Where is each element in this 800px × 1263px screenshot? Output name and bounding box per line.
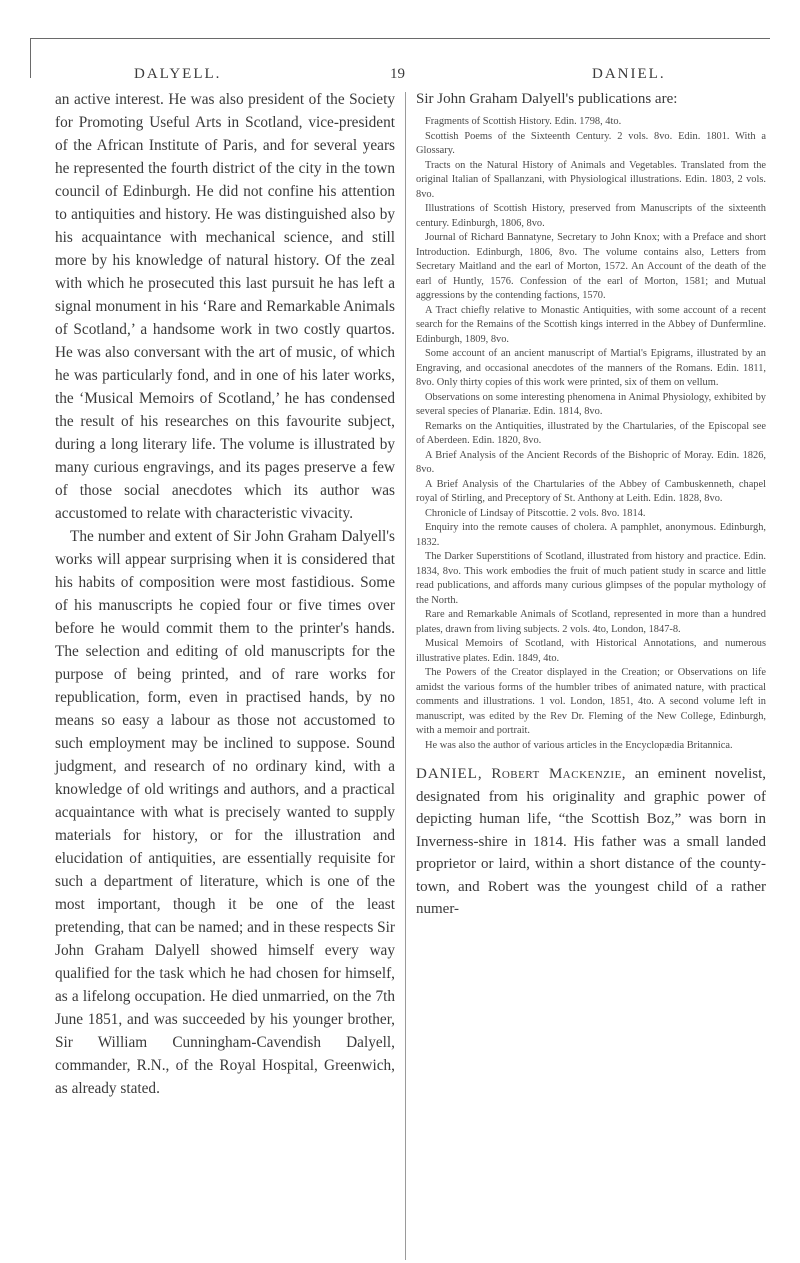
publication-entry: He was also the author of various articles in the Encyclopædia Britannica.	[425, 739, 733, 751]
publication-entry: Fragments of Scottish History. Edin. 1798, 4to.	[425, 116, 622, 127]
entry-text: an eminent novelist, designated from his originality and graphic power of depicting human life, “the Scottish Boz,” was born in Inverness-shire in 1814. His father was a small landed proprietor or laird, within a short distance of the county-town, and Robert was the youngest child of a rather numer-	[416, 766, 767, 917]
publication-entry: Scottish Poems of the Sixteenth Century. 2 vols. 8vo. Edin. 1801. With a Glossary.	[416, 130, 766, 156]
paragraph: an active interest. He was also president of the Society for Promoting Useful Arts in Scotland, vice-president of the African Institute of Paris, and for several years he represented the fourth district of the city in the town council of Edinburgh. He did not confine his attention to antiquities and history. He was distinguished also by his acquaintance with mechanical science, and still more by his knowledge of natural history. Of the zeal with which he prosecuted this last pursuit he has left a signal monument in his ‘Rare and Remarkable Animals of Scotland,’ a handsome work in two costly quartos. He was also conversant with the art of music, of which he was particularly fond, and in one of his later works, the ‘Musical Memoirs of Scotland,’ he has condensed the result of his researches on this favourite subject, during a long literary life. The volume is illustrated by many curious engravings, and its pages preserve a few of those social anecdotes which its author was accustomed to relate with characteristic vivacity.	[55, 91, 395, 522]
running-header	[0, 66, 800, 88]
page-number: 19	[390, 66, 405, 82]
publications-intro: Sir John Graham Dalyell's publications are:	[416, 91, 678, 107]
entry-given-names: Robert Mackenzie,	[491, 766, 627, 782]
column-divider	[405, 92, 406, 1260]
publication-entry: A Brief Analysis of the Ancient Records of the Bishopric of Moray. Edin. 1826, 8vo.	[416, 449, 766, 475]
publication-entry: A Tract chiefly relative to Monastic Antiquities, with some account of a recent search for the Remains of the Scottish kings interred in the Abbey of Dunfermline. Edinburgh, 1809, 8vo.	[416, 304, 766, 345]
header-left-title: DALYELL.	[134, 66, 222, 82]
daniel-entry	[416, 763, 766, 921]
publication-entry: Journal of Richard Bannatyne, Secretary to John Knox; with a Preface and short Introduction. Edinburgh, 1806, 8vo. The volume contains also, Letters from Secretary Maitland and the earl of Morton, 1572. An Account of the death of the earl of Huntly, 1576. Confession of the earl of Morton, 1581; and Mutual aggressions by the contending factions, 1570.	[416, 232, 766, 301]
publication-entry: Chronicle of Lindsay of Pitscottie. 2 vols. 8vo. 1814.	[425, 507, 646, 519]
header-right-title: DANIEL.	[592, 66, 666, 82]
paragraph: The number and extent of Sir John Graham Dalyell's works will appear surprising when it is considered that his habits of composition were most fastidious. Some of his manuscripts he copied four or five times over before he would commit them to the printer's hands. The selection and editing of old manuscripts for the purpose of being printed, and of rare works for republication, form, even in practised hands, by no means so easy a labour as those not accustomed to such employment may be inclined to suppose. Sound judgment, and research of no ordinary kind, with a knowledge of old writings and authors, and a practical acquaintance with what is precisely wanted to supply materials for history, or for the illustration and elucidation of antiquities, are essentially requisite for such a department of literature, which is one of the most important, though it be one of the least pretending, that can be named; and in these respects Sir John Graham Dalyell showed himself every way qualified for the task which he had chosen for himself, as a lifelong occupation. He died unmarried, on the 7th June 1851, and was succeeded by his younger brother, Sir William Cunningham-Cavendish Dalyell, commander, R.N., of the Royal Hospital, Greenwich, as already stated.	[55, 528, 395, 1097]
publication-entry: The Powers of the Creator displayed in the Creation; or Observations on life amidst the various forms of the humbler tribes of animated nature, with practical comments and illustrations. 1 vol. London, 1851, 4to. A second volume left in manuscript, was edited by the Rev Dr. Fleming of the New College, Edinburgh, with a memoir and portrait.	[416, 667, 766, 736]
publication-entry: A Brief Analysis of the Chartularies of the Abbey of Cambuskenneth, chapel royal of Stirling, and Preceptory of St. Anthony at Leith. Edin. 1828, 8vo.	[416, 478, 766, 504]
publication-entry: Illustrations of Scottish History, preserved from Manuscripts of the sixteenth century. Edinburgh, 1806, 8vo.	[416, 203, 766, 229]
publication-entry: Remarks on the Antiquities, illustrated by the Chartularies, of the Episcopal see of Aberdeen. Edin. 1820, 8vo.	[416, 420, 766, 446]
publication-entry: Musical Memoirs of Scotland, with Historical Annotations, and numerous illustrative plates. Edin. 1849, 4to.	[416, 638, 766, 664]
publication-entry: The Darker Superstitions of Scotland, illustrated from history and practice. Edin. 1834, 8vo. This work embodies the fruit of much patient study in scarce and little read publications, and affords many curious glimpses of the popular mythology of the North.	[416, 551, 766, 606]
right-column	[416, 88, 766, 921]
entry-surname: DANIEL,	[416, 766, 483, 782]
publication-entry: Observations on some interesting phenomena in Animal Physiology, exhibited by several species of Planariæ. Edin. 1814, 8vo.	[416, 391, 766, 417]
publication-entry: Rare and Remarkable Animals of Scotland, represented in more than a hundred plates, drawn from living subjects. 2 vols. 4to, London, 1847-8.	[416, 609, 766, 635]
publication-entry: Enquiry into the remote causes of cholera. A pamphlet, anonymous. Edinburgh, 1832.	[416, 522, 766, 548]
publication-entry: Tracts on the Natural History of Animals and Vegetables. Translated from the original Italian of Spallanzani, with Physiological illustrations. Edin. 1803, 2 vols. 8vo.	[416, 159, 766, 200]
publication-entry: Some account of an ancient manuscript of Martial's Epigrams, illustrated by an Engraving, and occasional anecdotes of the manners of the Romans. Edin. 1811, 8vo. Only thirty copies of this work were printed, six of them on vellum.	[416, 348, 766, 388]
page-frame-top-border	[30, 38, 770, 39]
left-column	[55, 88, 395, 1100]
